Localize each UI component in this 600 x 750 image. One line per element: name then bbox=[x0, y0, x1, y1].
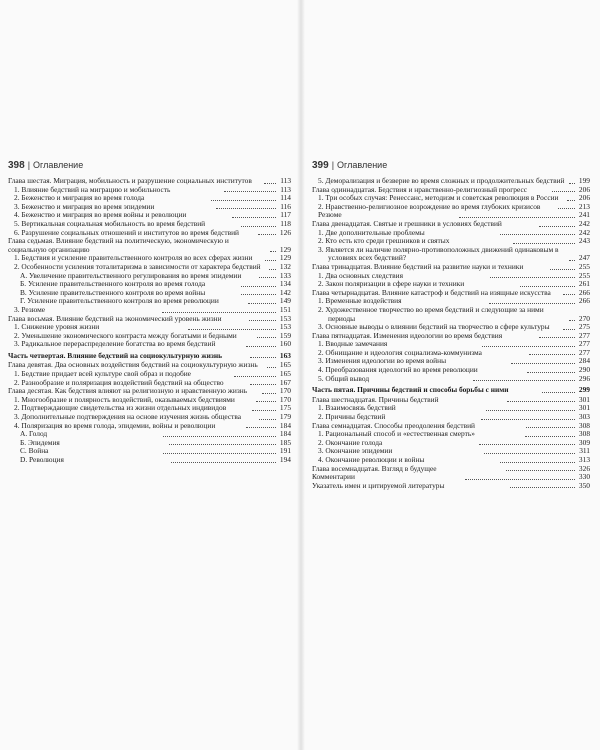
toc-entry-title: Глава седьмая. Влияние бедствий на политическую, экономическую и социальную организацию bbox=[8, 236, 229, 254]
toc-entry-page: 118 bbox=[280, 218, 291, 228]
dot-leader bbox=[500, 462, 575, 463]
toc-entry-page: 160 bbox=[279, 339, 292, 349]
dot-leader bbox=[513, 243, 575, 244]
dot-leader bbox=[520, 286, 575, 287]
toc-entry-title: 3. Окончание эпидемии bbox=[318, 446, 393, 456]
toc-entry-title: 1. Временные воздействия bbox=[318, 296, 402, 306]
toc-entry-title: Б. Усиление правительственного контроля во время голода bbox=[20, 279, 206, 289]
toc-entry-page: 165 bbox=[279, 369, 291, 379]
toc-entry-title: Глава шестая. Миграция, мобильность и разрушение социальных институтов bbox=[8, 176, 252, 185]
toc-entry-page: 113 bbox=[280, 176, 292, 185]
toc-entry-title: 2. Закон поляризации в сфере науки и техники bbox=[318, 279, 465, 289]
toc-entry-title: Глава пятнадцатая. Изменения идеологии во время бедствия bbox=[312, 330, 503, 340]
toc-chapter bbox=[8, 237, 291, 254]
dot-leader bbox=[241, 286, 276, 287]
toc-entry-page: 247 bbox=[578, 253, 590, 263]
dot-leader bbox=[567, 200, 575, 201]
toc-entry-page: 117 bbox=[280, 210, 291, 220]
toc-entry-title: 1. Многообразие и полярность воздействий, оказываемых бедствиями bbox=[14, 394, 235, 404]
toc-entry-page: 151 bbox=[279, 304, 291, 314]
toc-section bbox=[312, 306, 590, 323]
dot-leader bbox=[163, 436, 276, 437]
toc-entry-title: 3. Основные выводы о влиянии бедствий на творчество в сфере культуры bbox=[318, 322, 550, 332]
dot-leader bbox=[489, 303, 575, 304]
toc-entry-title: D. Революция bbox=[20, 455, 64, 464]
toc-entry-page: 326 bbox=[578, 463, 591, 473]
dot-leader bbox=[527, 372, 575, 373]
toc-entry-page: 301 bbox=[578, 394, 590, 404]
running-head-separator: | bbox=[27, 160, 31, 170]
toc-entry-page: 132 bbox=[279, 261, 291, 271]
toc-entry-title: Глава четырнадцатая. Влияние катастроф и бедствий на изящные искусства bbox=[312, 287, 551, 297]
toc-entry-title: 5. Деморализация и безверие во время сложных и продолжительных бедствий bbox=[318, 176, 565, 185]
toc-entry-page: 255 bbox=[578, 261, 590, 271]
toc-entry-title: 2. Нравственно-религиозное возрождение во время глубоких кризисов bbox=[318, 201, 541, 211]
dot-leader bbox=[479, 444, 575, 445]
dot-leader bbox=[552, 191, 576, 192]
toc-entry-page: 191 bbox=[279, 446, 292, 456]
toc-entry-page: 167 bbox=[279, 377, 291, 387]
toc-section bbox=[8, 422, 291, 431]
toc-chapter bbox=[312, 482, 590, 491]
toc-entry-title: 4. Беженство и миграция во время войны и революции bbox=[14, 210, 187, 220]
toc-entry-title: 2. Художественное творчество во время бедствий и следующие за ними периоды bbox=[318, 304, 544, 323]
toc-entry-page: 309 bbox=[578, 437, 591, 447]
toc-entry-page: 330 bbox=[578, 472, 591, 482]
toc-entry-page: 194 bbox=[279, 455, 291, 464]
dot-leader bbox=[484, 453, 575, 454]
dot-leader bbox=[252, 410, 276, 411]
toc-entry-title: 2. Уменьшение экономического контраста между богатыми и бедными bbox=[14, 330, 237, 340]
toc-entry-page: 277 bbox=[578, 330, 590, 340]
toc-entry-page: 299 bbox=[578, 385, 590, 395]
dot-leader bbox=[569, 260, 575, 261]
dot-leader bbox=[569, 320, 575, 321]
dot-leader bbox=[249, 320, 276, 321]
dot-leader bbox=[511, 363, 575, 364]
dot-leader bbox=[539, 337, 575, 338]
toc-entry-title: 2. Кто есть кто среди грешников и святых bbox=[318, 236, 450, 246]
toc-entry-title: 1. Рациональный способ и «естественная смерть» bbox=[318, 429, 475, 439]
page-number: 399 bbox=[312, 160, 329, 171]
toc-entry-page: 133 bbox=[279, 270, 291, 280]
dot-leader bbox=[506, 470, 575, 471]
toc-entry-page: 159 bbox=[279, 330, 292, 340]
toc-entry-page: 350 bbox=[578, 480, 590, 490]
toc-entry-title: 2. Разнообразие и поляризация воздействий бедствий на общество bbox=[14, 377, 224, 387]
toc-entry-title: Г. Усиление правительственного контроля во время революции bbox=[20, 296, 219, 306]
toc-entry-title: Глава одиннадцатая. Бедствия и нравственно-религиозный прогресс bbox=[312, 184, 528, 194]
toc-section bbox=[312, 375, 590, 384]
left-page bbox=[8, 160, 291, 465]
toc-entry-title: 1. Две дополнительные проблемы bbox=[318, 227, 425, 237]
toc-entry-title: А. Голод bbox=[20, 429, 48, 439]
toc-entry-page: 184 bbox=[279, 429, 292, 439]
toc-section bbox=[8, 439, 291, 448]
dot-leader bbox=[486, 410, 575, 411]
dot-leader bbox=[482, 346, 575, 347]
toc-entry-page: 170 bbox=[279, 394, 292, 404]
toc-entry-title: Б. Эпидемия bbox=[20, 437, 60, 447]
toc-entry-page: 134 bbox=[279, 279, 291, 289]
toc-entry-title: Глава тринадцатая. Влияние бедствий на развитие науки и техники bbox=[312, 261, 524, 271]
dot-leader bbox=[525, 436, 575, 437]
dot-leader bbox=[188, 329, 276, 330]
dot-leader bbox=[256, 401, 276, 402]
toc-entry-title: Указатель имен и цитируемой литературы bbox=[312, 480, 445, 490]
toc-entry-title: 2. Беженство и миграция во время голода bbox=[14, 193, 145, 203]
dot-leader bbox=[257, 337, 276, 338]
toc-entry-page: 153 bbox=[279, 313, 292, 323]
dot-leader bbox=[211, 200, 276, 201]
dot-leader bbox=[500, 234, 575, 235]
toc-entry-page: 179 bbox=[279, 412, 292, 422]
toc-entry-page: 311 bbox=[579, 446, 590, 456]
toc-entry-title: А. Увеличение правительственного регулирования во время эпидемии bbox=[20, 270, 242, 280]
toc-entry-title: 3. Является ли наличие полярно-противоположных движений одинаковым в условиях всех бедствий? bbox=[318, 244, 559, 263]
toc-entry-title: Глава восемнадцатая. Взгляд в будущее bbox=[312, 463, 437, 473]
dot-leader bbox=[258, 234, 276, 235]
toc-entry-title: 3. Радикальное перераспределение богатства во время бедствий bbox=[14, 339, 216, 349]
toc-section bbox=[8, 456, 291, 465]
dot-leader bbox=[563, 294, 575, 295]
toc-entry-title: Часть пятая. Причины бедствий и способы борьбы с ними bbox=[312, 385, 509, 395]
dot-leader bbox=[241, 226, 276, 227]
toc-section bbox=[312, 246, 590, 263]
toc-entry-title: 1. Снижение уровня жизни bbox=[14, 322, 100, 332]
running-head-title: Оглавление bbox=[337, 160, 388, 170]
dot-leader bbox=[510, 487, 575, 488]
dot-leader bbox=[542, 392, 575, 393]
toc-entry-page: 163 bbox=[279, 350, 291, 360]
toc-entry-page: 266 bbox=[578, 296, 590, 306]
dot-leader bbox=[265, 260, 276, 261]
toc-entry-title: 2. Причины бедствий bbox=[318, 412, 386, 422]
dot-leader bbox=[481, 419, 575, 420]
toc-entry-page: 116 bbox=[280, 201, 291, 211]
dot-leader bbox=[216, 208, 276, 209]
dot-leader bbox=[267, 367, 276, 368]
toc-entry-page: 243 bbox=[578, 236, 591, 246]
toc-entry-title: Глава восьмая. Влияние бедствий на экономический уровень жизни bbox=[8, 313, 222, 323]
dot-leader bbox=[465, 479, 575, 480]
toc-entry-page: 308 bbox=[578, 420, 590, 430]
toc-entry-page: 113 bbox=[280, 184, 291, 194]
toc-entry-title: 4. Преобразования идеологий во время революции bbox=[318, 365, 478, 375]
toc-entry-page: 126 bbox=[279, 227, 292, 237]
toc-entry-page: 153 bbox=[279, 322, 292, 332]
toc-entry-title: В. Усиление правительственного контроля во время войны bbox=[20, 287, 206, 297]
toc-entry-title: 1. Бедствия и усиление правительственного контроля во всех сферах жизни bbox=[14, 253, 253, 263]
toc-entry-page: 213 bbox=[578, 201, 590, 211]
dot-leader bbox=[246, 346, 276, 347]
dot-leader bbox=[248, 303, 276, 304]
toc-entry-page: 266 bbox=[578, 287, 590, 297]
toc-entry-page: 277 bbox=[578, 339, 590, 349]
running-head bbox=[312, 160, 590, 171]
dot-leader bbox=[473, 380, 575, 381]
toc-entry-title: 5. Общий вывод bbox=[318, 373, 370, 383]
toc-entry-title: 1. Влияние бедствий на миграцию и мобильность bbox=[14, 184, 171, 194]
toc-entry-title: 2. Особенности усиления тоталитаризма в зависимости от характера бедствий bbox=[14, 261, 261, 271]
toc-entry-title: Глава шестнадцатая. Причины бедствий bbox=[312, 394, 439, 404]
toc-entry-page: 199 bbox=[578, 176, 590, 185]
dot-leader bbox=[259, 419, 276, 420]
dot-leader bbox=[539, 226, 575, 227]
running-head-separator: | bbox=[331, 160, 335, 170]
dot-leader bbox=[262, 393, 276, 394]
toc-entry-page: 301 bbox=[578, 403, 591, 413]
toc-entry-page: 255 bbox=[578, 270, 591, 280]
toc-entry-title: 2. Окончание голода bbox=[318, 437, 383, 447]
toc-entry-title: 5. Вертикальная социальная мобильность во время бедствий bbox=[14, 218, 206, 228]
dot-leader bbox=[558, 208, 575, 209]
toc-entry-page: 241 bbox=[578, 210, 590, 220]
table-of-contents bbox=[8, 177, 291, 465]
dot-leader bbox=[162, 312, 276, 313]
dot-leader bbox=[270, 251, 276, 252]
dot-leader bbox=[250, 357, 277, 358]
toc-entry-page: 129 bbox=[279, 244, 291, 254]
dot-leader bbox=[163, 453, 276, 454]
toc-section bbox=[8, 340, 291, 349]
toc-entry-title: 2. Подтверждающие свидетельства из жизни отдельных индивидов bbox=[14, 403, 227, 413]
toc-entry-page: 206 bbox=[578, 193, 591, 203]
toc-entry-page: 277 bbox=[578, 347, 590, 357]
toc-entry-page: 270 bbox=[578, 313, 590, 323]
toc-entry-page: 284 bbox=[578, 356, 591, 366]
toc-entry-page: 290 bbox=[578, 365, 591, 375]
toc-entry-page: 313 bbox=[578, 455, 591, 464]
toc-entry-title: 2. Обнищание и идеология социализма-коммунизма bbox=[318, 347, 482, 357]
dot-leader bbox=[246, 427, 276, 428]
dot-leader bbox=[507, 401, 575, 402]
toc-entry-title: Глава двенадцатая. Святые и грешники в условиях бедствий bbox=[312, 218, 502, 228]
table-of-contents bbox=[312, 177, 590, 490]
toc-entry-title: 1. Взаимосвязь бедствий bbox=[318, 403, 396, 413]
toc-entry-title: 3. Дополнительные подтверждения на основе изучения жизнь общества bbox=[14, 412, 242, 422]
dot-leader bbox=[232, 217, 276, 218]
dot-leader bbox=[250, 384, 276, 385]
dot-leader bbox=[550, 269, 575, 270]
toc-entry-page: 175 bbox=[279, 403, 292, 413]
dot-leader bbox=[241, 294, 276, 295]
toc-entry-title: Глава семнадцатая. Способы преодоления бедствий bbox=[312, 420, 475, 430]
dot-leader bbox=[224, 191, 276, 192]
dot-leader bbox=[169, 444, 276, 445]
toc-section bbox=[8, 297, 291, 306]
toc-entry-title: 3. Изменения идеологии во время войны bbox=[318, 356, 447, 366]
toc-entry-page: 206 bbox=[578, 184, 591, 194]
toc-entry-title: 1. Два основных следствия bbox=[318, 270, 403, 280]
dot-leader bbox=[569, 183, 575, 184]
dot-leader bbox=[234, 376, 276, 377]
toc-entry-title: 3. Беженство и миграция во время эпидемии bbox=[14, 201, 155, 211]
right-page bbox=[312, 160, 590, 490]
toc-entry-page: 165 bbox=[279, 360, 291, 370]
toc-entry-title: 1. Вводные замечания bbox=[318, 339, 388, 349]
toc-entry-title: Часть четвертая. Влияние бедствий на социокультурную жизнь bbox=[8, 350, 222, 360]
toc-entry-page: 242 bbox=[578, 218, 590, 228]
dot-leader bbox=[264, 183, 276, 184]
page-number: 398 bbox=[8, 160, 25, 171]
toc-section bbox=[312, 203, 590, 212]
toc-entry-page: 114 bbox=[280, 193, 291, 203]
toc-entry-page: 170 bbox=[279, 386, 291, 396]
toc-entry-page: 275 bbox=[578, 322, 590, 332]
toc-entry-title: Комментарии bbox=[312, 472, 355, 482]
toc-entry-page: 296 bbox=[578, 373, 591, 383]
toc-entry-page: 185 bbox=[279, 437, 292, 447]
toc-entry-page: 184 bbox=[279, 420, 292, 430]
toc-entry-page: 242 bbox=[578, 227, 591, 237]
toc-entry-title: 6. Разрушение социальных отношений и институтов во время бедствий bbox=[14, 227, 239, 237]
dot-leader bbox=[459, 217, 575, 218]
toc-entry-title: 3. Резюме bbox=[14, 304, 46, 314]
dot-leader bbox=[526, 427, 576, 428]
dot-leader bbox=[563, 329, 575, 330]
toc-entry-title: С. Война bbox=[20, 446, 49, 456]
toc-entry-title: 4. Окончание революции и войны bbox=[318, 455, 425, 464]
toc-entry-page: 261 bbox=[578, 279, 590, 289]
dot-leader bbox=[529, 354, 575, 355]
dot-leader bbox=[259, 277, 276, 278]
toc-entry-page: 142 bbox=[279, 287, 291, 297]
dot-leader bbox=[269, 269, 276, 270]
toc-entry-title: 4. Поляризация во время голода, эпидемии, войны и революции bbox=[14, 420, 216, 430]
toc-entry-page: 129 bbox=[279, 253, 292, 263]
toc-entry-page: 303 bbox=[578, 412, 590, 422]
running-head-title: Оглавление bbox=[33, 160, 84, 170]
toc-entry-page: 308 bbox=[578, 429, 591, 439]
toc-entry-title: 1. Три особых случая: Ренессанс, методизм и советская революция в России bbox=[318, 193, 559, 203]
toc-entry-title: 1. Бедствие придает всей культуре свой образ и подобие bbox=[14, 369, 191, 379]
book-gutter bbox=[297, 0, 305, 750]
dot-leader bbox=[490, 277, 576, 278]
running-head bbox=[8, 160, 291, 171]
toc-entry-title: Глава десятая. Как бедствия влияют на религиозную и нравственную жизнь bbox=[8, 386, 248, 396]
toc-entry-title: Резюме bbox=[318, 210, 342, 220]
dot-leader bbox=[171, 462, 276, 463]
toc-entry-title: Глава девятая. Два основных воздействия бедствий на социокультурную жизнь bbox=[8, 360, 258, 370]
toc-entry-page: 149 bbox=[279, 296, 291, 306]
toc-part-heading bbox=[312, 386, 590, 395]
toc-part-heading bbox=[8, 352, 291, 361]
